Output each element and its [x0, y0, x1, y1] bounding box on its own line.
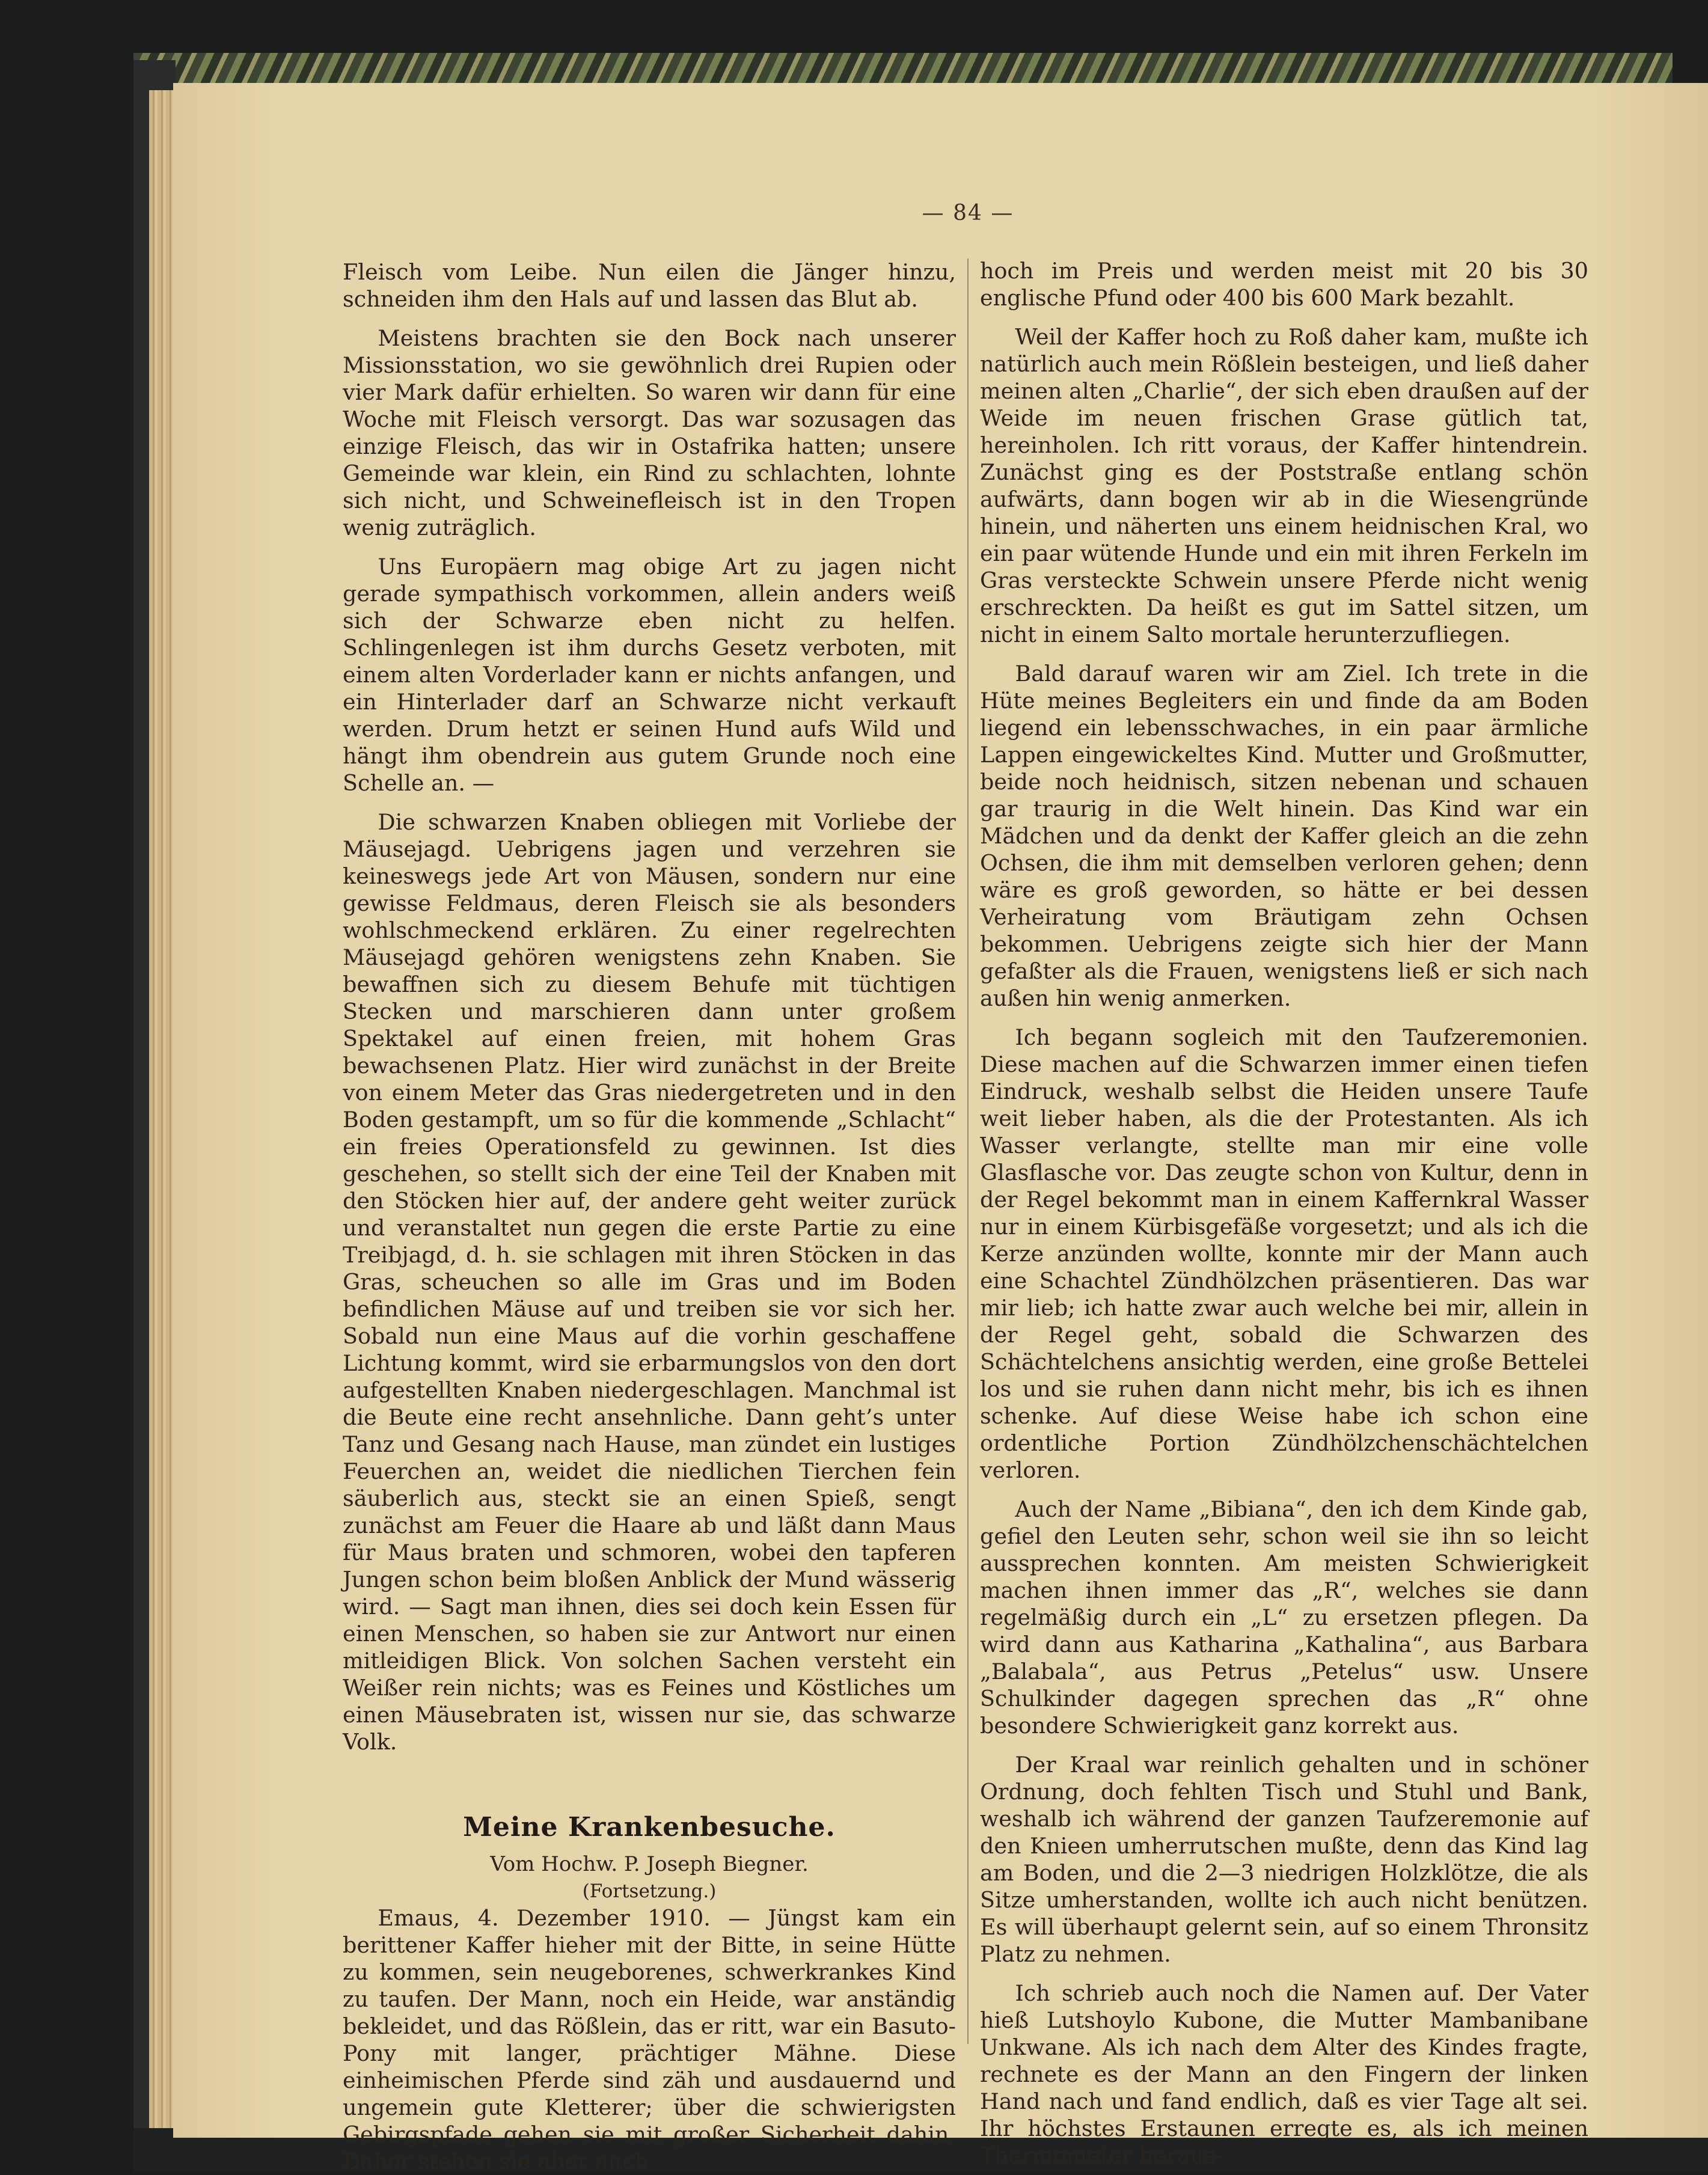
paragraph: hoch im Preis und werden meist mit 20 bis 30 englische Pfund oder 400 bis 600 Mark bezahlt. — [980, 258, 1588, 311]
spacer — [343, 313, 956, 325]
paragraph: Fleisch vom Leibe. Nun eilen die Jänger hinzu, schneiden ihm den Hals auf und lassen das Blut ab. — [343, 259, 956, 312]
paragraph: Weil der Kaffer hoch zu Roß daher kam, mußte ich natürlich auch mein Rößlein besteigen, und ließ daher meinen alten „Charlie“, der sich eben draußen auf der Weide im neuen frischen Grase gütlich tat, hereinholen. Ich ritt voraus, der Kaffer hintendrein. Zunächst ging es der Poststraße entlang schön aufwärts, dann bogen wir ab in die Wiesengründe hinein, und näherten uns einem heidnischen Kral, wo ein paar wütende Hunde und ein mit ihren Ferkeln im Gras versteckte Schwein unsere Pferde nicht wenig erschreckten. Da heißt es gut im Sattel sitzen, um nicht in einem Salto mortale herunterzufliegen. — [980, 324, 1588, 647]
page-number: — 84 — — [922, 201, 1014, 225]
spacer — [343, 541, 956, 553]
paragraph: Meistens brachten sie den Bock nach unserer Missionsstation, wo sie gewöhnlich drei Rupien oder vier Mark dafür erhielten. So waren wir dann für eine Woche mit Fleisch versorgt. Das war sozusagen das einzige Fleisch, das wir in Ostafrika hatten; unsere Gemeinde war klein, ein Rind zu schlachten, lohnte sich nicht, und Schweinefleisch ist in den Tropen wenig zuträglich. — [343, 325, 956, 540]
column-divider — [967, 258, 969, 2044]
paragraph: Ich begann sogleich mit den Taufzeremonien. Diese machen auf die Schwarzen immer einen tiefen Eindruck, weshalb selbst die Heiden unsere Taufe weit lieber haben, als die der Protestanten. Als ich Wasser verlangte, stellte man mir eine volle Glasflasche vor. Das zeugte schon von Kultur, denn in der Regel bekommt man in einem Kaffernkral Wasser nur in einem Kürbisgefäße vorgesetzt; und als ich die Kerze anzünden wollte, konnte mir der Mann auch eine Schachtel Zündhölzchen präsentieren. Das war mir lieb; ich hatte zwar auch welche bei mir, allein in der Regel geht, sobald die Schwarzen des Schächtelchens ansichtig werden, eine große Bettelei los und sie ruhen dann nicht mehr, bis ich es ihnen schenke. Auf diese Weise habe ich schon eine ordentliche Portion Zündhölzchenschächtelchen verloren. — [980, 1024, 1588, 1483]
right-column — [980, 257, 1588, 2169]
spacer — [980, 1968, 1588, 1980]
article-author: Vom Hochw. P. Joseph Biegner. — [490, 1852, 809, 1876]
spacer — [980, 1739, 1588, 1751]
spacer — [343, 797, 956, 809]
paragraph: Emaus, 4. Dezember 1910. — Jüngst kam ein berittener Kaffer hieher mit der Bitte, in seine Hütte zu kommen, sein neugeborenes, schwerkrankes Kind zu taufen. Der Mann, noch ein Heide, war anständig bekleidet, und das Rößlein, das er ritt, war ein Basuto-Pony mit langer, prächtiger Mähne. Diese einheimischen Pferde sind zäh und ausdauernd und ungemein gute Kletterer; über die schwierigsten Gebirgspfade gehen sie mit großer Sicherheit dahin. Daher stehen sie aber auch — [343, 1905, 956, 2174]
spacer — [980, 1484, 1588, 1496]
paragraph: Uns Europäern mag obige Art zu jagen nicht gerade sympathisch vorkommen, allein anders weiß sich der Schwarze eben nicht zu helfen. Schlingenlegen ist ihm durchs Gesetz verboten, mit einem alten Vorderlader kann er nichts anfangen, und ein Hinterlader darf an Schwarze nicht verkauft werden. Drum hetzt er seinen Hund aufs Wild und hängt ihm obendrein aus gutem Grunde noch eine Schelle an. — — [343, 554, 956, 796]
paragraph: Auch der Name „Bibiana“, den ich dem Kinde gab, gefiel den Leuten sehr, schon weil sie ihn so leicht aussprechen konnten. Am meisten Schwierigkeit machen ihnen immer das „R“, welches sie dann regelmäßig durch ein „L“ zu ersetzen pflegen. Da wird dann aus Katharina „Kathalina“, aus Barbara „Balabala“, aus Petrus „Petelus“ usw. Unsere Schulkinder dagegen sprechen das „R“ ohne besondere Schwierigkeit ganz korrekt aus. — [980, 1496, 1588, 1739]
paragraph: Ich schrieb auch noch die Namen auf. Der Vater hieß Lutshoylo Kubone, die Mutter Mambanibane Unkwane. Als ich nach dem Alter des Kindes fragte, rechnete es der Mann an den Fingern der linken Hand nach und fand endlich, daß es vier Tage alt sei. Ihr höchstes Erstaunen erregte es, als ich meinen Thermometer heraus- — [980, 1980, 1588, 2168]
article-continuation-note: (Fortsetzung.) — [582, 1880, 717, 1902]
spacer — [980, 1012, 1588, 1024]
paragraph: Der Kraal war reinlich gehalten und in schöner Ordnung, doch fehlten Tisch und Stuhl und Bank, weshalb ich während der ganzen Taufzeremonie auf den Knieen umherrutschen mußte, denn das Kind lag am Boden, und die 2—3 niedrigen Holzklötze, die als Sitze umherstanden, wollte ich auch nicht benützen. Es will überhaupt gelernt sein, auf so einem Thronsitz Platz zu nehmen. — [980, 1752, 1588, 1967]
article-heading: Meine Krankenbesuche. — [463, 1812, 836, 1843]
paragraph: Bald darauf waren wir am Ziel. Ich trete in die Hüte meines Begleiters ein und finde da am Boden liegend ein lebensschwaches, in ein paar ärmliche Lappen eingewickeltes Kind. Mutter und Großmutter, beide noch heidnisch, sitzen nebenan und schauen gar traurig in die Welt hinein. Das Kind war ein Mädchen und da denkt der Kaffer gleich an die zehn Ochsen, die ihm mit demselben verloren gehen; denn wäre es groß geworden, so hätte er bei dessen Verheiratung vom Bräutigam zehn Ochsen bekommen. Uebrigens zeigte sich hier der Mann gefaßter als die Frauen, wenigstens ließ er sich nach außen hin wenig anmerken. — [980, 661, 1588, 1011]
left-column — [343, 258, 956, 2175]
spacer — [980, 311, 1588, 323]
spacer — [980, 648, 1588, 660]
paragraph: Die schwarzen Knaben obliegen mit Vorliebe der Mäusejagd. Uebrigens jagen und verzehren sie keineswegs jede Art von Mäusen, sondern nur eine gewisse Feldmaus, deren Fleisch sie als besonders wohlschmeckend erklären. Zu einer regelrechten Mäusejagd gehören wenigstens zehn Knaben. Sie bewaffnen sich zu diesem Behufe mit tüchtigen Stecken und marschieren dann unter großem Spektakel auf einen freien, mit hohem Gras bewachsenen Platz. Hier wird zunächst in der Breite von einem Meter das Gras niedergetreten und in den Boden gestampft, um so für die kommende „Schlacht“ ein freies Operationsfeld zu gewinnen. Ist dies geschehen, so stellt sich der eine Teil der Knaben mit den Stöcken hier auf, der andere geht weiter zurück und veranstaltet nun gegen die erste Partie zu eine Treibjagd, d. h. sie schlagen mit ihren Stöcken in das Gras, scheuchen so alle im Gras und im Boden befindlichen Mäuse auf und treiben sie vor sich her. Sobald nun eine Maus auf die vorhin geschaffene Lichtung kommt, wird sie erbarmungslos von den dort aufgestellten Knaben niedergeschlagen. Manchmal ist die Beute eine recht ansehnliche. Dann geht’s unter Tanz und Gesang nach Hause, man zündet ein lustiges Feuerchen an, weidet die niedlichen Tierchen fein säuberlich aus, steckt sie an einen Spieß, sengt zunächst am Feuer die Haare ab und läßt dann Maus für Maus braten und schmoren, wobei den tapferen Jungen schon beim bloßen Anblick der Mund wässerig wird. — Sagt man ihnen, dies sei doch kein Essen für einen Menschen, so haben sie zur Antwort nur einen mitleidigen Blick. Von solchen Sachen versteht ein Weißer rein nichts; was es Feines und Köstliches um einen Mäusebraten ist, wissen nur sie, das schwarze Volk. — [343, 809, 956, 1755]
